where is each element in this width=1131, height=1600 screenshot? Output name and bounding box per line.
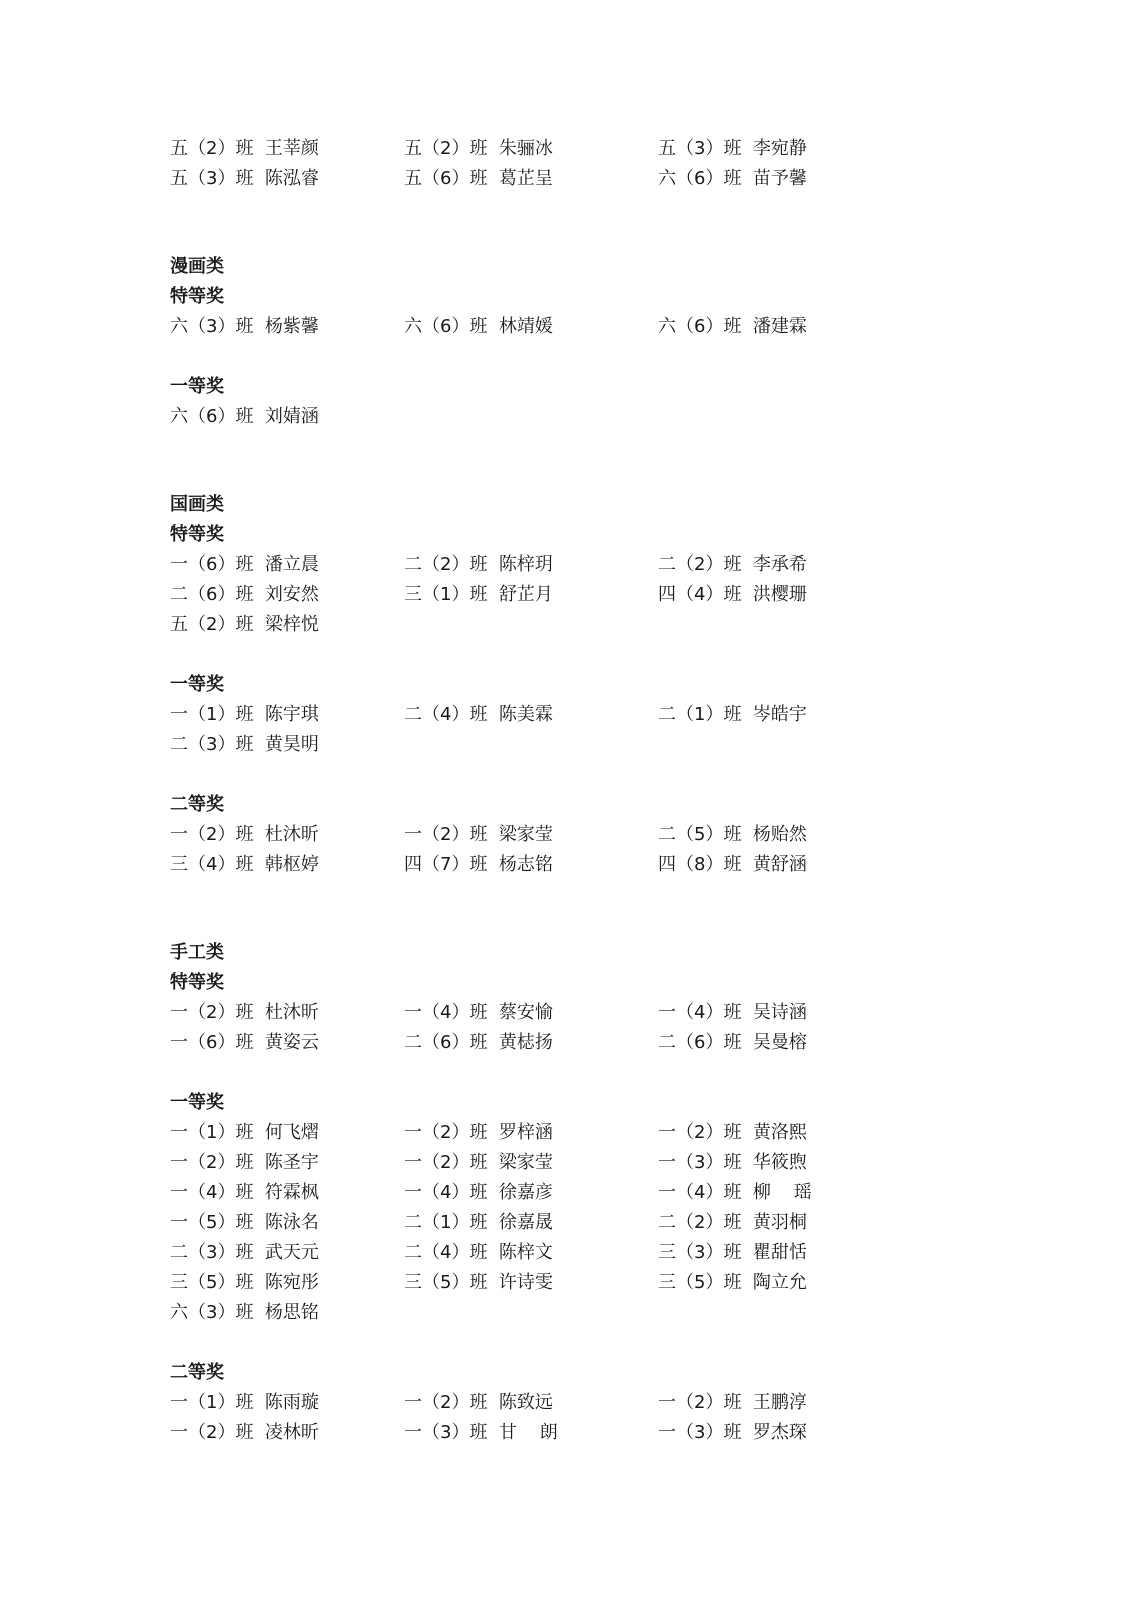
award-entry: 一（1）班 何飞熠 [170,1122,319,1143]
award-row [170,1418,870,1448]
award-entry: 五（3）班 李宛静 [658,138,807,159]
award-entry: 一（2）班 陈圣宇 [170,1152,319,1173]
award-row [170,1028,870,1058]
award-row [170,164,870,194]
award-entry: 二（2）班 黄羽桐 [658,1212,807,1233]
award-entry: 一（5）班 陈泳名 [170,1212,319,1233]
award-entry: 二（2）班 陈梓玥 [404,554,553,575]
award-entry: 一（3）班 罗杰琛 [658,1422,807,1443]
section-heading: 特等奖 [170,286,224,307]
award-row [170,1298,870,1328]
award-entry: 四（7）班 杨志铭 [404,854,553,875]
award-entry: 二（1）班 岑皓宇 [658,704,807,725]
award-row [170,700,870,730]
section-heading: 一等奖 [170,376,224,397]
award-entry: 二（2）班 李承希 [658,554,807,575]
award-row [170,820,870,850]
award-entry: 一（6）班 潘立晨 [170,554,319,575]
award-entry: 六（6）班 林靖媛 [404,316,553,337]
award-entry: 一（3）班 华筱煦 [658,1152,807,1173]
award-entry: 二（4）班 陈美霖 [404,704,553,725]
award-entry: 一（4）班 柳 瑶 [658,1182,812,1203]
award-row [170,1148,870,1178]
award-entry: 一（2）班 梁家莹 [404,1152,553,1173]
section-spacer [170,760,870,790]
award-row [170,1178,870,1208]
section-spacer [170,880,870,938]
award-row [170,850,870,880]
award-entry: 一（1）班 陈雨璇 [170,1392,319,1413]
section-heading: 漫画类 [170,256,224,277]
award-entry: 六（3）班 杨思铭 [170,1302,319,1323]
award-entry: 二（4）班 陈梓文 [404,1242,553,1263]
award-row [170,402,870,432]
award-entry: 二（3）班 武天元 [170,1242,319,1263]
award-entry: 一（2）班 陈致远 [404,1392,553,1413]
award-entry: 四（8）班 黄舒涵 [658,854,807,875]
award-entry: 一（3）班 甘 朗 [404,1422,558,1443]
section-heading: 特等奖 [170,972,224,993]
award-entry: 六（6）班 刘婧涵 [170,406,319,427]
award-row [170,1388,870,1418]
award-entry: 三（4）班 韩枢婷 [170,854,319,875]
award-entry: 三（1）班 舒芷月 [404,584,553,605]
award-entry: 一（4）班 吴诗涵 [658,1002,807,1023]
section-spacer [170,1328,870,1358]
award-entry: 六（3）班 杨紫馨 [170,316,319,337]
award-entry: 四（4）班 洪樱珊 [658,584,807,605]
award-entry: 五（3）班 陈泓睿 [170,168,319,189]
award-row [170,1268,870,1298]
award-entry: 一（2）班 王鹏淳 [658,1392,807,1413]
award-entry: 三（5）班 许诗雯 [404,1272,553,1293]
award-row [170,580,870,610]
award-entry: 一（6）班 黄姿云 [170,1032,319,1053]
award-entry: 二（5）班 杨贻然 [658,824,807,845]
award-entry: 三（5）班 陈宛彤 [170,1272,319,1293]
award-list [170,134,870,1448]
section-spacer [170,194,870,252]
award-entry: 三（3）班 瞿甜恬 [658,1242,807,1263]
award-entry: 三（5）班 陶立允 [658,1272,807,1293]
award-row [170,550,870,580]
section-heading: 一等奖 [170,674,224,695]
award-entry: 二（3）班 黄昊明 [170,734,319,755]
award-row [170,1238,870,1268]
award-entry: 六（6）班 苗予馨 [658,168,807,189]
award-entry: 五（6）班 葛芷呈 [404,168,553,189]
award-entry: 五（2）班 朱骊冰 [404,138,553,159]
award-row [170,610,870,640]
section-spacer [170,342,870,372]
award-entry: 二（6）班 吴曼榕 [658,1032,807,1053]
award-entry: 二（1）班 徐嘉晟 [404,1212,553,1233]
section-heading: 手工类 [170,942,224,963]
award-entry: 一（4）班 蔡安愉 [404,1002,553,1023]
section-spacer [170,1058,870,1088]
award-row [170,1118,870,1148]
section-heading: 一等奖 [170,1092,224,1113]
award-entry: 一（2）班 杜沐昕 [170,824,319,845]
section-heading: 二等奖 [170,794,224,815]
award-entry: 一（1）班 陈宇琪 [170,704,319,725]
award-entry: 一（2）班 杜沐昕 [170,1002,319,1023]
award-entry: 五（2）班 王莘颜 [170,138,319,159]
award-entry: 六（6）班 潘建霖 [658,316,807,337]
award-entry: 一（2）班 凌林昕 [170,1422,319,1443]
award-entry: 二（6）班 黄梽扬 [404,1032,553,1053]
award-entry: 一（2）班 梁家莹 [404,824,553,845]
award-entry: 一（2）班 罗梓涵 [404,1122,553,1143]
award-row [170,998,870,1028]
section-spacer [170,432,870,490]
section-heading: 二等奖 [170,1362,224,1383]
award-entry: 二（6）班 刘安然 [170,584,319,605]
section-spacer [170,640,870,670]
award-entry: 一（4）班 符霖枫 [170,1182,319,1203]
award-entry: 一（4）班 徐嘉彦 [404,1182,553,1203]
award-entry: 一（2）班 黄洛熙 [658,1122,807,1143]
award-row [170,312,870,342]
section-heading: 国画类 [170,494,224,515]
section-heading: 特等奖 [170,524,224,545]
award-row [170,730,870,760]
award-row [170,1208,870,1238]
award-row [170,134,870,164]
award-entry: 五（2）班 梁梓悦 [170,614,319,635]
